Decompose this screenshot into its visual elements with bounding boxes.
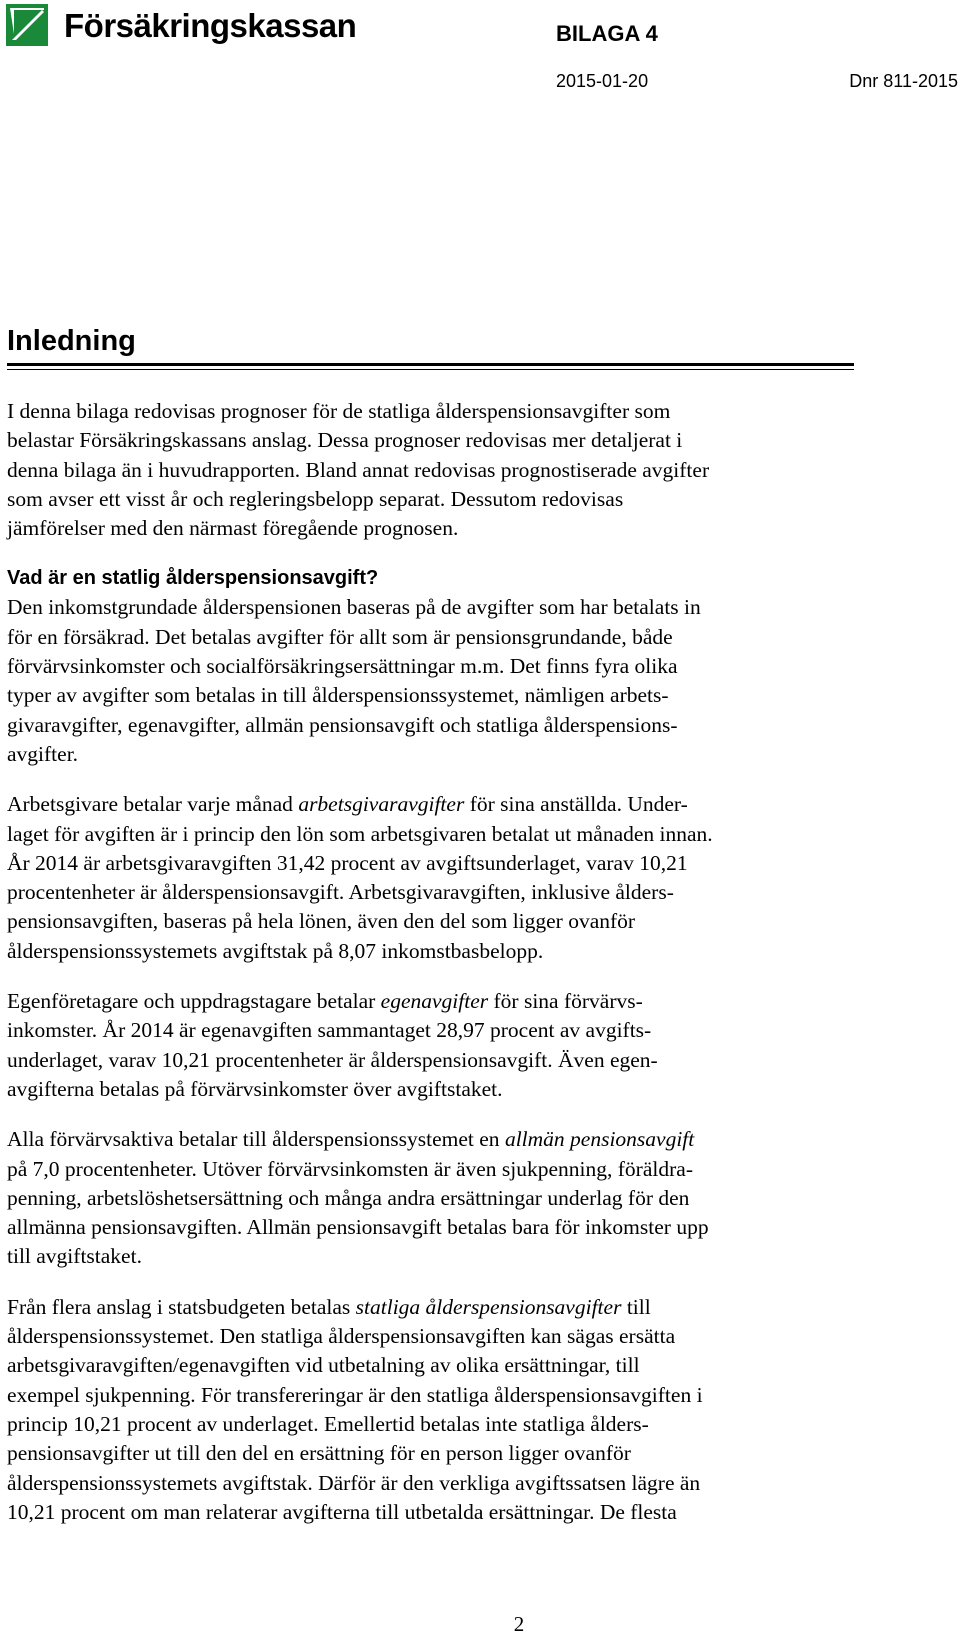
emphasis-term: egenavgifter bbox=[380, 989, 489, 1014]
paragraph-5 bbox=[7, 1293, 855, 1527]
page-title: Inledning bbox=[7, 325, 136, 357]
text-fragment: för sina anställda. Under- bbox=[464, 792, 688, 817]
text-line: pensionsavgifter ut till den del en ersättning för en person ligger ovanför bbox=[7, 1441, 631, 1466]
heading-rule-thick bbox=[7, 363, 854, 366]
emphasis-term: statliga ålderspensionsavgifter bbox=[355, 1294, 622, 1319]
text-line: exempel sjukpenning. För transfereringar är den statliga ålderspensionsavgiften i bbox=[7, 1382, 703, 1407]
paragraph-3 bbox=[7, 987, 855, 1104]
text-line: 10,21 procent om man relaterar avgifterna till utbetalda ersättningar. De flesta bbox=[7, 1499, 677, 1524]
text-line: inkomster. År 2014 är egenavgiften sammantaget 28,97 procent av avgifts- bbox=[7, 1018, 652, 1043]
text-line: ålderspensionssystemet. Den statliga ålderspensionsavgiften kan sägas ersätta bbox=[7, 1324, 676, 1349]
text-fragment: Från flera anslag i statsbudgeten betalas bbox=[7, 1294, 356, 1319]
text-fragment: Arbetsgivare betalar varje månad bbox=[7, 792, 299, 817]
text-line: arbetsgivaravgiften/egenavgiften vid utbetalning av olika ersättningar, till bbox=[7, 1353, 640, 1378]
document-date: 2015-01-20 bbox=[556, 71, 649, 91]
text-line: till avgiftstaket. bbox=[7, 1244, 142, 1269]
body-text bbox=[7, 397, 855, 1527]
text-line: pensionsavgiften, baseras på hela lönen, även den del som ligger ovanför bbox=[7, 909, 636, 934]
text-line: underlaget, varav 10,21 procentenheter är ålderspensionsavgift. Även egen- bbox=[7, 1047, 658, 1072]
text-line: ålderspensionssystemets avgiftstak. Därför är den verkliga avgiftssatsen lägre än bbox=[7, 1470, 701, 1495]
forsakringskassan-logo-icon bbox=[6, 4, 48, 46]
text-line: penning, arbetslöshetsersättning och många andra ersättningar underlag för den bbox=[7, 1185, 690, 1210]
intro-paragraph bbox=[7, 397, 855, 543]
logo bbox=[6, 4, 356, 46]
text-line: procentenheter är ålderspensionsavgift. Arbetsgivaravgiften, inklusive ålders- bbox=[7, 880, 674, 905]
text-line: belastar Försäkringskassans anslag. Dessa prognoser redovisas mer detaljerat i bbox=[7, 428, 683, 453]
page-number: 2 bbox=[513, 1612, 525, 1636]
text-line: princip 10,21 procent av underlaget. Emellertid betalas inte statliga ålders- bbox=[7, 1411, 649, 1436]
text-fragment: Alla förvärvsaktiva betalar till ålderspensionssystemet en bbox=[7, 1127, 505, 1152]
text-fragment: Egenföretagare och uppdragstagare betalar bbox=[7, 989, 381, 1014]
text-line: allmänna pensionsavgiften. Allmän pensionsavgift betalas bara för inkomster upp bbox=[7, 1215, 709, 1240]
emphasis-term: allmän pensionsavgift bbox=[504, 1127, 695, 1152]
text-line: givaravgifter, egenavgifter, allmän pensionsavgift och statliga ålderspensions- bbox=[7, 712, 678, 737]
text-line: I denna bilaga redovisas prognoser för de statliga ålderspensionsavgifter som bbox=[7, 399, 671, 423]
heading-rule-thin bbox=[7, 369, 854, 370]
paragraph-2 bbox=[7, 790, 855, 966]
annex-label: BILAGA 4 bbox=[556, 21, 658, 46]
text-line: Den inkomstgrundade ålderspensionen baseras på de avgifter som har betalats in bbox=[7, 595, 701, 620]
text-line: jämförelser med den närmast föregående prognosen. bbox=[7, 516, 459, 541]
emphasis-term: arbetsgivaravgifter bbox=[298, 792, 465, 817]
reference-number: Dnr 811-2015 bbox=[849, 71, 958, 91]
text-line: förvärvsinkomster och socialförsäkringsersättningar m.m. Det finns fyra olika bbox=[7, 654, 678, 679]
logo-text: Försäkringskassan bbox=[64, 6, 357, 44]
text-line: ålderspensionssystemets avgiftstak på 8,07 inkomstbasbelopp. bbox=[7, 938, 544, 963]
text-line: för en försäkrad. Det betalas avgifter för allt som är pensionsgrundande, både bbox=[7, 624, 673, 649]
text-line: typer av avgifter som betalas in till ålderspensionssystemet, nämligen arbets- bbox=[7, 683, 669, 708]
text-line: denna bilaga än i huvudrapporten. Bland annat redovisas prognostiserade avgifter bbox=[7, 457, 710, 482]
paragraph-1 bbox=[7, 593, 855, 769]
text-line: på 7,0 procentenheter. Utöver förvärvsinkomsten är även sjukpenning, föräldra- bbox=[7, 1156, 693, 1181]
text-fragment: för sina förvärvs- bbox=[488, 989, 643, 1014]
text-fragment: till bbox=[621, 1294, 651, 1319]
text-line: laget för avgiften är i princip den lön som arbetsgivaren betalat ut månaden innan. bbox=[7, 821, 713, 846]
text-line: avgifter. bbox=[7, 741, 79, 766]
text-line: År 2014 är arbetsgivaravgiften 31,42 procent av avgiftsunderlaget, varav 10,21 bbox=[7, 850, 688, 875]
paragraph-4 bbox=[7, 1125, 855, 1271]
text-line: avgifterna betalas på förvärvsinkomster över avgiftstaket. bbox=[7, 1076, 503, 1101]
text-line: som avser ett visst år och regleringsbelopp separat. Dessutom redovisas bbox=[7, 486, 624, 511]
section-heading: Vad är en statlig ålderspensionsavgift? bbox=[7, 567, 379, 590]
